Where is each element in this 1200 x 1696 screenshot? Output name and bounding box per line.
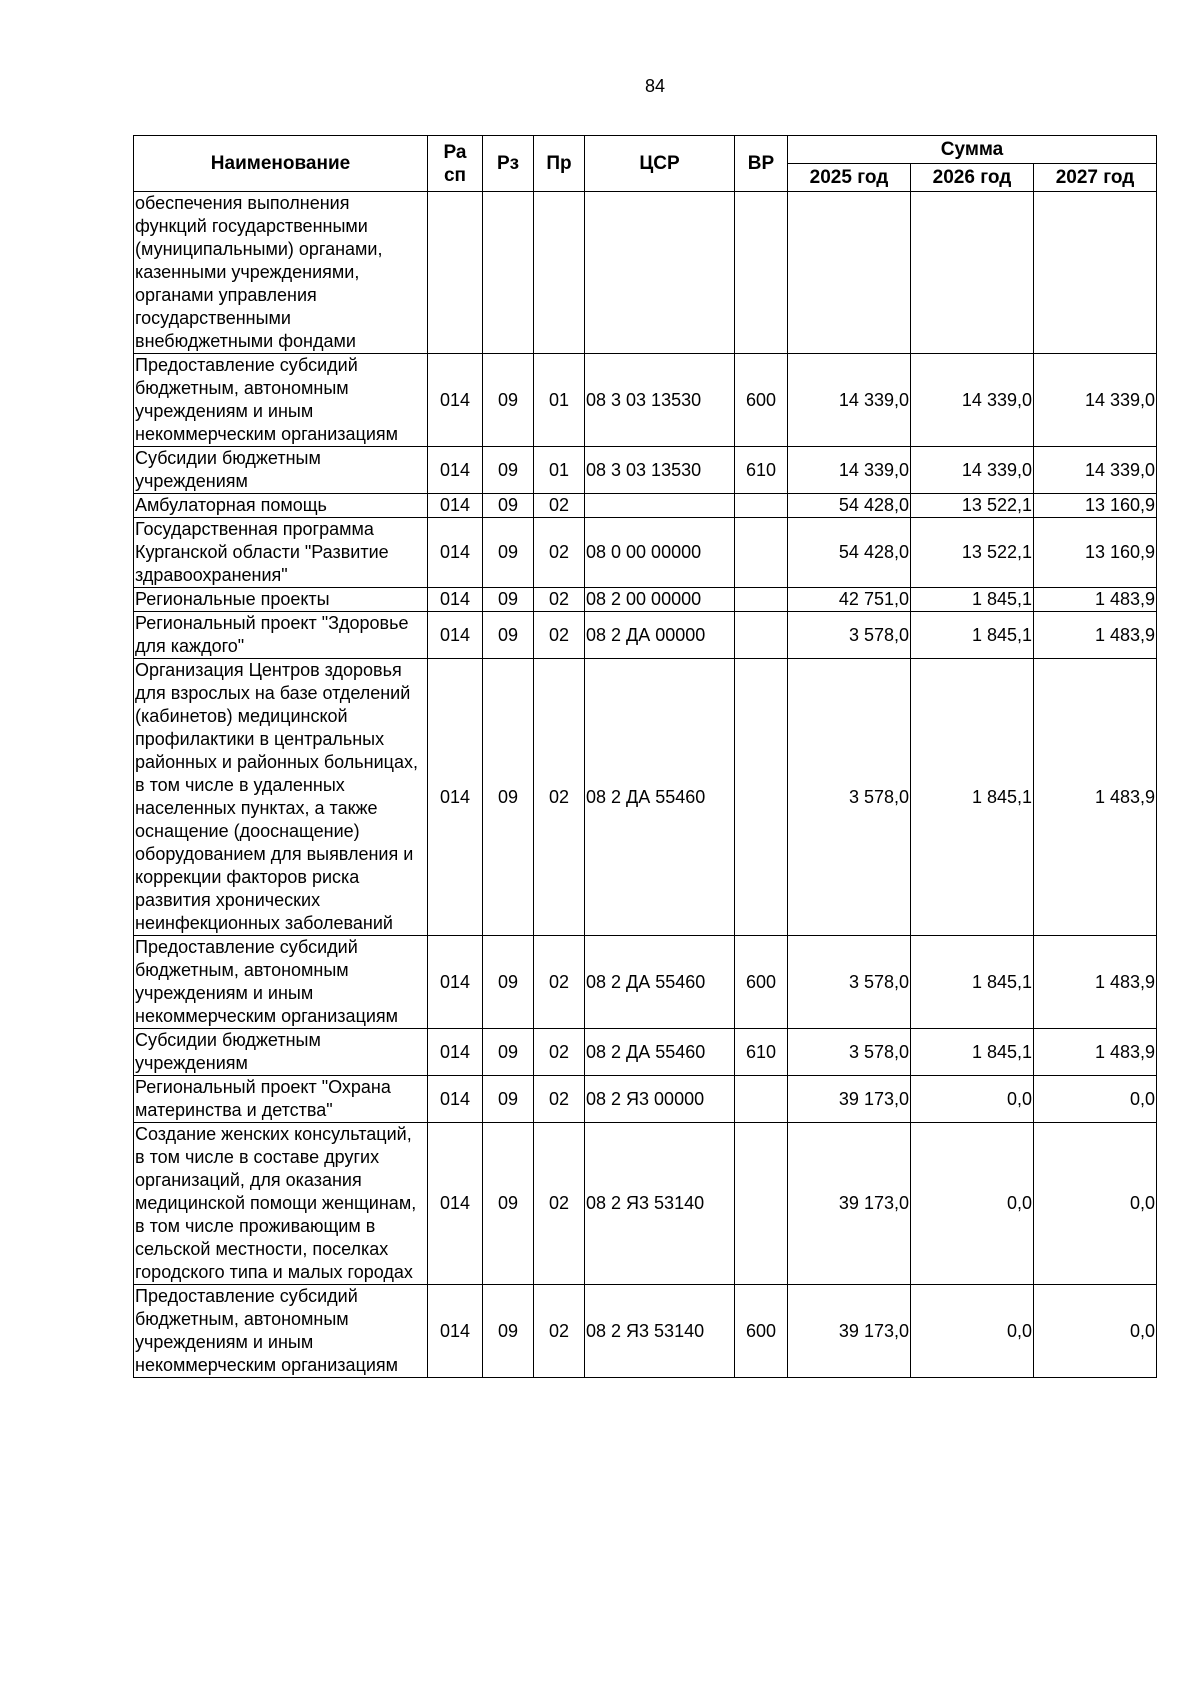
row-rz: 09 — [483, 1029, 534, 1076]
row-2027: 14 339,0 — [1034, 354, 1157, 447]
row-rz — [483, 192, 534, 354]
row-rz: 09 — [483, 1123, 534, 1285]
row-2026: 14 339,0 — [911, 447, 1034, 494]
table-header — [134, 136, 1157, 192]
row-2027: 1 483,9 — [1034, 659, 1157, 936]
row-name: Региональные проекты — [134, 588, 428, 612]
row-2027: 1 483,9 — [1034, 612, 1157, 659]
row-csr: 08 3 03 13530 — [585, 447, 735, 494]
row-rz: 09 — [483, 1076, 534, 1123]
row-rasp: 014 — [428, 612, 483, 659]
row-name: Региональный проект "Здоровье для каждого" — [134, 612, 428, 659]
row-2026: 1 845,1 — [911, 612, 1034, 659]
row-rz: 09 — [483, 659, 534, 936]
row-pr — [534, 192, 585, 354]
row-name: Региональный проект "Охрана материнства и детства" — [134, 1076, 428, 1123]
row-2025: 14 339,0 — [788, 354, 911, 447]
row-2027: 1 483,9 — [1034, 588, 1157, 612]
row-rasp: 014 — [428, 1285, 483, 1378]
row-2026: 1 845,1 — [911, 1029, 1034, 1076]
row-vr — [735, 659, 788, 936]
row-2026: 0,0 — [911, 1285, 1034, 1378]
row-2026 — [911, 192, 1034, 354]
row-2025: 3 578,0 — [788, 936, 911, 1029]
row-2025: 39 173,0 — [788, 1285, 911, 1378]
row-vr — [735, 588, 788, 612]
row-2027: 0,0 — [1034, 1285, 1157, 1378]
row-vr: 610 — [735, 1029, 788, 1076]
row-2025: 39 173,0 — [788, 1123, 911, 1285]
row-vr — [735, 612, 788, 659]
row-vr — [735, 1076, 788, 1123]
row-pr: 02 — [534, 1029, 585, 1076]
row-2025: 54 428,0 — [788, 494, 911, 518]
row-2025: 54 428,0 — [788, 518, 911, 588]
header-name: Наименование — [134, 136, 428, 192]
header-rasp-line2: сп — [443, 164, 467, 186]
row-name: Предоставление субсидий бюджетным, автономным учреждениям и иным некоммерческим организациям — [134, 354, 428, 447]
row-2027: 1 483,9 — [1034, 936, 1157, 1029]
row-vr — [735, 192, 788, 354]
row-pr: 02 — [534, 1076, 585, 1123]
row-csr: 08 2 ДА 55460 — [585, 936, 735, 1029]
row-csr — [585, 192, 735, 354]
row-2027 — [1034, 192, 1157, 354]
row-pr: 01 — [534, 447, 585, 494]
row-2027: 0,0 — [1034, 1076, 1157, 1123]
header-2027: 2027 год — [1034, 164, 1157, 192]
header-2025: 2025 год — [788, 164, 911, 192]
row-pr: 02 — [534, 1285, 585, 1378]
row-2025 — [788, 192, 911, 354]
row-csr: 08 2 00 00000 — [585, 588, 735, 612]
row-pr: 02 — [534, 1123, 585, 1285]
row-2026: 13 522,1 — [911, 518, 1034, 588]
row-pr: 02 — [534, 588, 585, 612]
row-2025: 3 578,0 — [788, 612, 911, 659]
row-pr: 02 — [534, 494, 585, 518]
row-pr: 02 — [534, 936, 585, 1029]
row-rasp: 014 — [428, 936, 483, 1029]
row-name: Организация Центров здоровья для взрослых на базе отделений (кабинетов) медицинской профилактики в центральных районных и районных больницах, в том числе в удаленных населенных пунктах, а также оснащение (дооснащение) оборудованием для выявления и коррекции факторов риска развития хронических неинфекционных заболеваний — [134, 659, 428, 936]
row-2025: 3 578,0 — [788, 1029, 911, 1076]
row-vr: 600 — [735, 936, 788, 1029]
row-pr: 01 — [534, 354, 585, 447]
row-2025: 3 578,0 — [788, 659, 911, 936]
row-csr: 08 2 ДА 55460 — [585, 659, 735, 936]
row-pr: 02 — [534, 659, 585, 936]
table-body — [134, 192, 1157, 1378]
row-rasp: 014 — [428, 1076, 483, 1123]
row-rz: 09 — [483, 354, 534, 447]
row-rasp: 014 — [428, 447, 483, 494]
row-csr: 08 2 Я3 00000 — [585, 1076, 735, 1123]
table-row — [134, 1123, 1157, 1285]
header-vr: ВР — [735, 136, 788, 192]
table-row — [134, 659, 1157, 936]
table-row — [134, 1029, 1157, 1076]
row-2027: 13 160,9 — [1034, 518, 1157, 588]
table-row — [134, 612, 1157, 659]
row-2026: 0,0 — [911, 1123, 1034, 1285]
row-2026: 1 845,1 — [911, 588, 1034, 612]
row-2026: 1 845,1 — [911, 659, 1034, 936]
row-vr: 600 — [735, 354, 788, 447]
table-row — [134, 1076, 1157, 1123]
row-2027: 13 160,9 — [1034, 494, 1157, 518]
row-pr: 02 — [534, 612, 585, 659]
table-row — [134, 192, 1157, 354]
row-rz: 09 — [483, 1285, 534, 1378]
header-csr: ЦСР — [585, 136, 735, 192]
row-csr: 08 2 ДА 00000 — [585, 612, 735, 659]
row-name: обеспечения выполнения функций государственными (муниципальными) органами, казенными учреждениями, органами управления государственными внебюджетными фондами — [134, 192, 428, 354]
header-2026: 2026 год — [911, 164, 1034, 192]
table-row — [134, 1285, 1157, 1378]
row-name: Государственная программа Курганской области "Развитие здравоохранения" — [134, 518, 428, 588]
row-2025: 39 173,0 — [788, 1076, 911, 1123]
row-rasp: 014 — [428, 494, 483, 518]
header-pr: Пр — [534, 136, 585, 192]
row-rasp: 014 — [428, 518, 483, 588]
row-name: Предоставление субсидий бюджетным, автономным учреждениям и иным некоммерческим организациям — [134, 1285, 428, 1378]
row-pr: 02 — [534, 518, 585, 588]
row-rz: 09 — [483, 612, 534, 659]
row-2026: 13 522,1 — [911, 494, 1034, 518]
table-row — [134, 936, 1157, 1029]
row-2027: 0,0 — [1034, 1123, 1157, 1285]
row-csr — [585, 494, 735, 518]
row-2026: 14 339,0 — [911, 354, 1034, 447]
table-row — [134, 447, 1157, 494]
row-2025: 42 751,0 — [788, 588, 911, 612]
row-csr: 08 2 Я3 53140 — [585, 1123, 735, 1285]
row-2025: 14 339,0 — [788, 447, 911, 494]
row-vr — [735, 494, 788, 518]
row-rasp: 014 — [428, 1029, 483, 1076]
row-rasp: 014 — [428, 1123, 483, 1285]
table-row — [134, 518, 1157, 588]
row-csr: 08 3 03 13530 — [585, 354, 735, 447]
row-rz: 09 — [483, 518, 534, 588]
header-rasp — [428, 136, 483, 192]
row-vr — [735, 518, 788, 588]
table-row — [134, 588, 1157, 612]
row-name: Создание женских консультаций, в том числе в составе других организаций, для оказания медицинской помощи женщинам, в том числе проживающим в сельской местности, поселках городского типа и малых городах — [134, 1123, 428, 1285]
row-vr — [735, 1123, 788, 1285]
row-2026: 0,0 — [911, 1076, 1034, 1123]
table-row — [134, 354, 1157, 447]
row-rz: 09 — [483, 447, 534, 494]
budget-table — [133, 135, 1157, 1378]
table-row — [134, 494, 1157, 518]
row-name: Субсидии бюджетным учреждениям — [134, 447, 428, 494]
row-2027: 14 339,0 — [1034, 447, 1157, 494]
row-csr: 08 0 00 00000 — [585, 518, 735, 588]
row-name: Субсидии бюджетным учреждениям — [134, 1029, 428, 1076]
header-rasp-line1: Ра — [443, 141, 467, 163]
row-name: Предоставление субсидий бюджетным, автономным учреждениям и иным некоммерческим организациям — [134, 936, 428, 1029]
row-2027: 1 483,9 — [1034, 1029, 1157, 1076]
row-vr: 610 — [735, 447, 788, 494]
row-rz: 09 — [483, 494, 534, 518]
row-rasp: 014 — [428, 659, 483, 936]
row-vr: 600 — [735, 1285, 788, 1378]
row-csr: 08 2 Я3 53140 — [585, 1285, 735, 1378]
header-rz: Рз — [483, 136, 534, 192]
page-number: 84 — [644, 76, 666, 96]
row-rz: 09 — [483, 936, 534, 1029]
row-name: Амбулаторная помощь — [134, 494, 428, 518]
row-2026: 1 845,1 — [911, 936, 1034, 1029]
header-sum: Сумма — [788, 136, 1157, 164]
row-rasp: 014 — [428, 588, 483, 612]
row-rasp: 014 — [428, 354, 483, 447]
row-rz: 09 — [483, 588, 534, 612]
row-rasp — [428, 192, 483, 354]
row-csr: 08 2 ДА 55460 — [585, 1029, 735, 1076]
